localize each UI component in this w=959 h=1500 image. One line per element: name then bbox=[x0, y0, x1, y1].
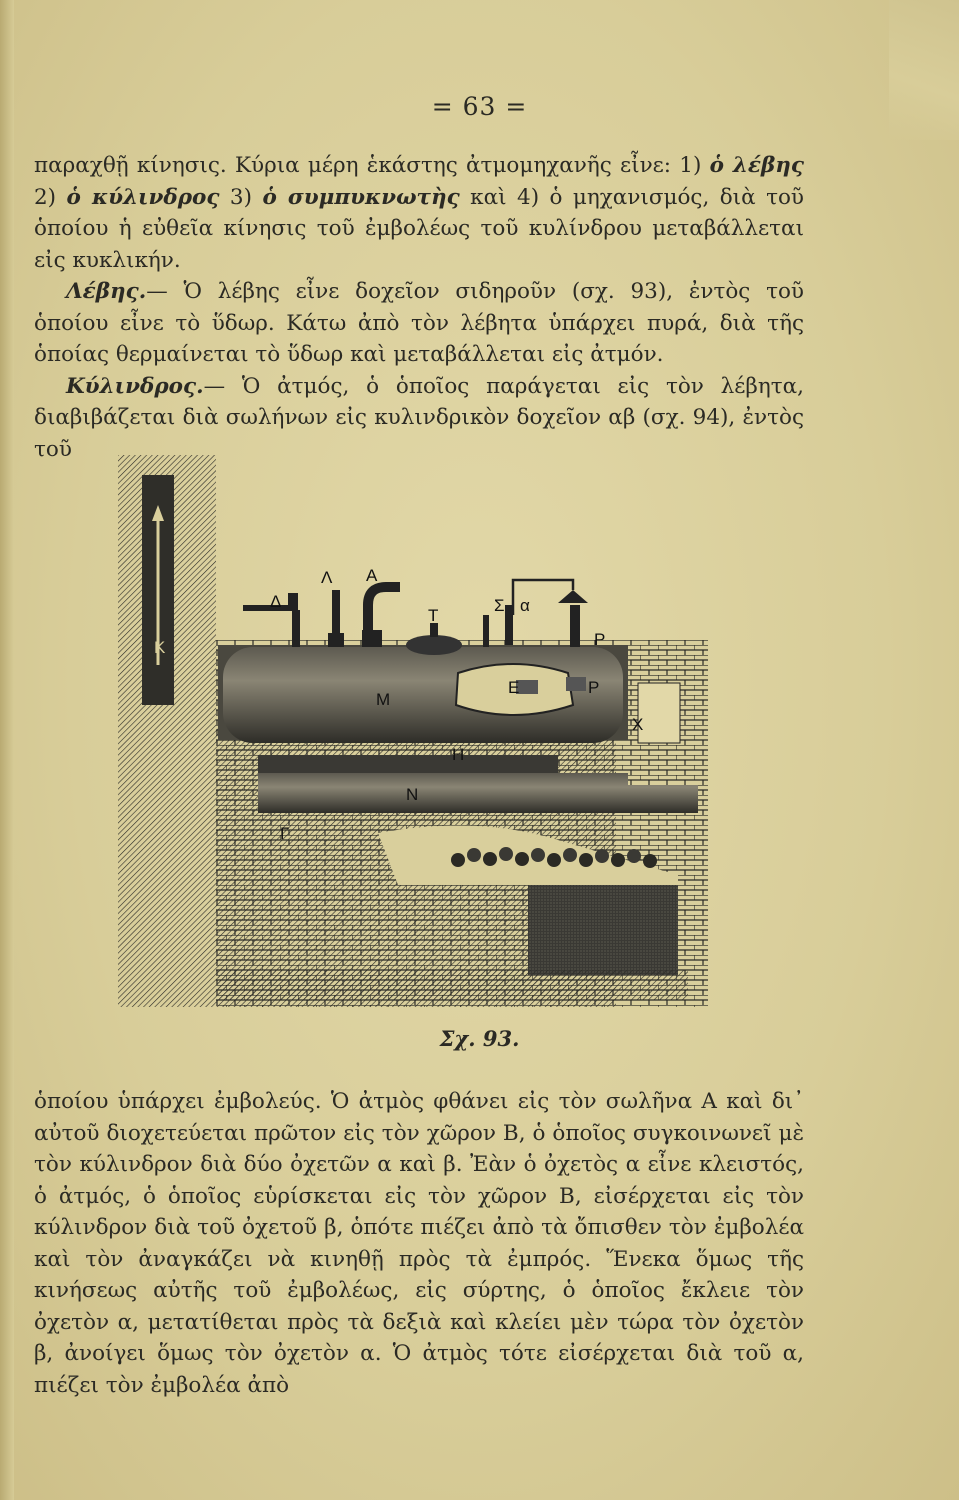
steam-pipe-base bbox=[362, 630, 382, 647]
label-epsilon: Ε bbox=[508, 678, 520, 697]
label-alpha-cap: Α bbox=[366, 566, 378, 585]
top-text-block bbox=[34, 150, 804, 465]
intro-text-2: 2) bbox=[34, 184, 67, 210]
label-sigma: Σ bbox=[494, 596, 505, 615]
gauge-pipe bbox=[332, 590, 340, 638]
kylindros-paragraph bbox=[34, 371, 804, 466]
lebes-heading: Λέβης. bbox=[66, 279, 147, 304]
tube-gap bbox=[258, 755, 558, 773]
label-kappa: Κ bbox=[154, 638, 166, 657]
label-alpha: α bbox=[520, 596, 530, 615]
safety-valve-stem bbox=[292, 610, 300, 647]
lebes-text: — Ὁ λέβης εἶνε δοχεῖον σιδηροῦν (σχ. 93), ἐντὸς τοῦ ὁποίου εἶνε τὸ ὕδωρ. Κάτω ἀπὸ τὸν λέβητα ὑπάρχει πυρά, διὰ τῆς ὁποίας θερμαίνεται τὸ ὕδωρ καὶ μεταβάλλεται εἰς ἀτμόν. bbox=[34, 279, 804, 367]
safety-valve-lever bbox=[243, 605, 295, 611]
valve-seat bbox=[566, 677, 586, 691]
intro-text-4: καὶ 4) ὁ μηχανισμός, διὰ τοῦ ὁποίου ἡ εὐθεῖα κίνησις τοῦ ἐμβολέως τοῦ κυλίνδρου μεταβάλλεται εἰς κυκλικήν. bbox=[34, 184, 804, 273]
whistle-stem bbox=[483, 615, 489, 647]
float-rod bbox=[505, 605, 513, 645]
bottom-text-block bbox=[34, 1086, 804, 1401]
boiler-diagram bbox=[118, 455, 708, 1007]
intro-text-3: 3) bbox=[219, 184, 263, 210]
side-flue-opening bbox=[638, 683, 680, 743]
boiler-illustration bbox=[118, 455, 708, 1007]
term-lebes: ὁ λέβης bbox=[709, 153, 804, 178]
kylindros-heading: Κύλινδρος. bbox=[66, 373, 204, 399]
label-mu: Μ bbox=[376, 690, 391, 709]
label-gamma: Γ bbox=[280, 824, 290, 843]
label-rho: Ρ bbox=[594, 630, 606, 649]
label-lambda: Λ bbox=[321, 568, 333, 587]
term-sympyknotis: ὁ συμπυκνωτὴς bbox=[262, 184, 460, 210]
label-nu: Ν bbox=[406, 785, 419, 804]
ash-pit bbox=[528, 885, 678, 975]
foundation bbox=[218, 970, 688, 1000]
label-delta: Δ bbox=[270, 592, 282, 611]
figure-caption: Σχ. 93. bbox=[439, 1026, 520, 1051]
kylindros-text: — Ὁ ἀτμός, ὁ ὁποῖος παράγεται εἰς τὸν λέβητα, διαβιβάζεται διὰ σωλήνων εἰς κυλινδρικὸν δοχεῖον αβ (σχ. 94), ἐντὸς τοῦ bbox=[34, 373, 804, 462]
feed-pipe bbox=[570, 605, 580, 647]
label-rho-inner: Ρ bbox=[588, 678, 600, 697]
label-eta: Η bbox=[452, 745, 465, 764]
float-weight bbox=[558, 590, 588, 603]
manhole-cover bbox=[406, 635, 462, 655]
continuation-paragraph: ὁποίου ὑπάρχει ἐμβολεύς. Ὁ ἀτμὸς φθάνει εἰς τὸν σωλῆνα Α καὶ δι᾽ αὐτοῦ διοχετεύεται πρῶτον εἰς τὸν χῶρον Β, ὁ ὁποῖος συγκοινωνεῖ μὲ τὸν κύλινδρον διὰ δύο ὀχετῶν α καὶ β. Ἐὰν ὁ ὀχετὸς α εἶνε κλειστός, ὁ ἀτμός, ὁ ὁποῖος εὑρίσκεται εἰς τὸν χῶρον Β, εἰσέρχεται εἰς τὸν κύλινδρον διὰ τοῦ ὀχετοῦ β, ὁπότε πιέζει ἀπὸ τὰ ὄπισθεν τὸν ἐμβολέα καὶ τὸν ἀναγκάζει νὰ κινηθῇ πρὸς τὰ ἐμπρός. Ἕνεκα ὅμως τῆς κινήσεως αὐτῆς τοῦ ἐμβολέως, εἰς σύρτης, ὁ ὁποῖος ἔκλειε τὸν ὀχετὸν α, μετατίθεται πρὸς τὰ δεξιὰ καὶ κλείει μὲν τώρα τὸν ὀχετὸν β, ἀνοίγει ὅμως τὸν ὀχετὸν α. Ὁ ἀτμὸς τότε εἰσέρχεται διὰ τοῦ α, πιέζει τὸν ἐμβολέα ἀπὸ bbox=[34, 1089, 804, 1398]
manhole-stud bbox=[430, 623, 438, 637]
intro-paragraph bbox=[34, 150, 804, 276]
safety-valve-weight bbox=[288, 593, 298, 611]
page-number: = 63 = bbox=[431, 92, 528, 121]
lebes-paragraph bbox=[34, 276, 804, 371]
page-binding-edge bbox=[0, 0, 14, 1500]
intro-text-1: παραχθῇ κίνησις. Κύρια μέρη ἑκάστης ἀτμομηχανῆς εἶνε: 1) bbox=[34, 153, 710, 178]
label-chi: Χ bbox=[632, 715, 644, 734]
label-tau: Τ bbox=[428, 606, 439, 625]
gauge-base bbox=[328, 633, 344, 647]
term-kylindros: ὁ κύλινδρος bbox=[66, 184, 220, 210]
